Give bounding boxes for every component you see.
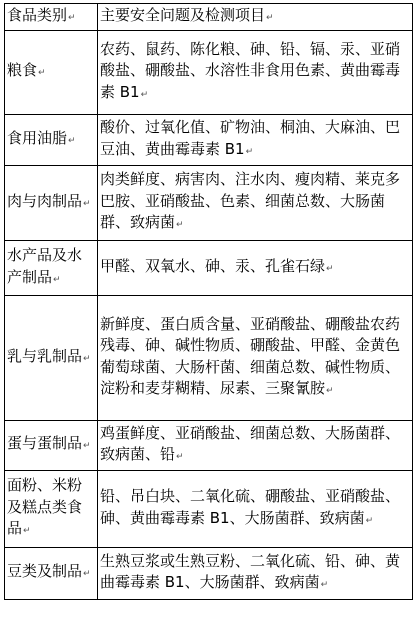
- category-cell: [5, 471, 98, 548]
- items-cell: [98, 296, 413, 421]
- category-cell: [5, 548, 98, 600]
- category-text: 蛋与蛋制品: [7, 434, 83, 453]
- category-text: 面粉、米粉及糕点类食品: [7, 476, 83, 538]
- paragraph-mark-icon: ↵: [83, 569, 91, 580]
- paragraph-mark-icon: ↵: [83, 198, 91, 209]
- paragraph-mark-icon: ↵: [365, 515, 374, 526]
- table-row: [5, 115, 413, 166]
- items-cell: [98, 31, 413, 115]
- paragraph-mark-icon: ↵: [53, 274, 61, 285]
- category-cell: [5, 421, 98, 471]
- category-cell: [5, 31, 98, 115]
- items-cell: [98, 421, 413, 471]
- table-row: [5, 31, 413, 115]
- paragraph-mark-icon: ↵: [245, 146, 254, 157]
- items-cell: [98, 548, 413, 600]
- paragraph-mark-icon: ↵: [326, 263, 334, 274]
- items-text: 甲醛、双氧水、砷、汞、孔雀石绿: [100, 256, 326, 275]
- header-category: [5, 4, 98, 31]
- table-row: [5, 296, 413, 421]
- category-text: 水产品及水产制品: [7, 246, 83, 286]
- items-text: 酸价、过氧化值、矿物油、桐油、大麻油、巴豆油、黄曲霉毒素 B1: [100, 118, 401, 158]
- table-row: [5, 241, 413, 296]
- category-text: 乳与乳制品: [7, 346, 83, 365]
- paragraph-mark-icon: ↵: [83, 441, 91, 452]
- paragraph-mark-icon: ↵: [326, 386, 334, 396]
- items-text: 鸡蛋鲜度、亚硝酸盐、细菌总数、大肠菌群、致病菌、铅: [100, 423, 401, 463]
- header-category-text: 食品类别: [7, 5, 68, 24]
- category-cell: [5, 166, 98, 241]
- items-cell: [98, 241, 413, 296]
- category-text: 肉与肉制品: [7, 191, 83, 210]
- paragraph-mark-icon: ↵: [23, 526, 31, 537]
- table-row: [5, 471, 413, 548]
- table-row: [5, 421, 413, 471]
- category-cell: [5, 241, 98, 296]
- items-cell: [98, 471, 413, 548]
- paragraph-mark-icon: ↵: [176, 220, 184, 231]
- items-text: 农药、鼠药、陈化粮、砷、铅、镉、汞、亚硝酸盐、硼酸盐、水溶性非食用色素、黄曲霉毒素 B1: [100, 39, 401, 101]
- category-cell: [5, 296, 98, 421]
- food-safety-table: [4, 3, 413, 600]
- paragraph-mark-icon: ↵: [176, 452, 184, 462]
- paragraph-mark-icon: ↵: [68, 135, 76, 146]
- table-row: [5, 166, 413, 241]
- paragraph-mark-icon: ↵: [83, 353, 91, 364]
- items-text: 生熟豆浆或生熟豆粉、二氧化硫、铅、砷、黄曲霉毒素 B1、大肠菌群、致病菌: [100, 551, 401, 591]
- items-text: 肉类鲜度、病害肉、注水肉、瘦肉精、莱克多巴胺、亚硝酸盐、色素、细菌总数、大肠菌群、致病菌: [100, 170, 401, 232]
- paragraph-mark-icon: ↵: [266, 12, 274, 23]
- paragraph-mark-icon: ↵: [320, 580, 329, 590]
- header-items-text: 主要安全问题及检测项目: [100, 5, 266, 24]
- category-text: 豆类及制品: [7, 562, 83, 581]
- category-text: 粮食: [7, 61, 38, 80]
- items-cell: [98, 115, 413, 166]
- table-header-row: [5, 4, 413, 31]
- paragraph-mark-icon: ↵: [38, 68, 46, 79]
- items-text: 铅、吊白块、二氧化硫、硼酸盐、亚硝酸盐、砷、黄曲霉毒素 B1、大肠菌群、致病菌: [100, 487, 401, 527]
- items-cell: [98, 166, 413, 241]
- paragraph-mark-icon: ↵: [68, 12, 76, 23]
- paragraph-mark-icon: ↵: [140, 89, 149, 100]
- items-text: 新鲜度、蛋白质含量、亚硝酸盐、硼酸盐农药残毒、砷、碱性物质、硼酸盐、甲醛、金黄色葡萄球菌、大肠杆菌、细菌总数、碱性物质、淀粉和麦芽糊精、尿素、三聚氰胺: [100, 314, 401, 397]
- category-cell: [5, 115, 98, 166]
- category-text: 食用油脂: [7, 128, 68, 147]
- header-items: [98, 4, 413, 31]
- table-row: [5, 548, 413, 600]
